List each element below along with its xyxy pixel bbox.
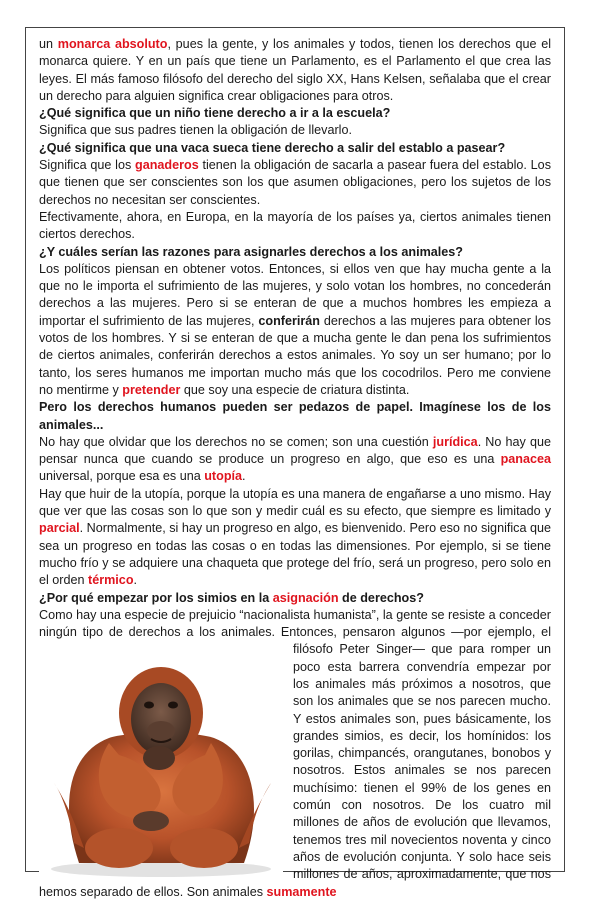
question-5 [39,590,551,607]
question-2: ¿Qué significa que una vaca sueca tiene derecho a salir del establo a pasear? [39,140,506,155]
paragraph-1 [39,36,551,105]
text-run: que soy una especie de criatura distinta. [180,382,410,397]
highlight-term: monarca absoluto [57,37,168,51]
text-run: Como hay una especie de prejuicio “nacionalista humanista”, la gente se resiste a conceder ningún tipo de derechos a los animales. Entonces, pensaron algunos —por [39,607,551,640]
text-run: tienen la obligación de sacarla a pasear fuera del establo. Los que tienen que ser conscientes son los que asumen obligaciones, pero los sujetos de los derechos no necesitan ser conscientes. [39,158,551,207]
text-run: . Normalmente, si hay un progreso en algo, es bienvenido. Pero eso no significa que sea un progreso en todas las cosas o en todas las dimensiones. Por ejemplo, si se tiene mucho frío y se adquiere una chaqueta que protege del frío, será un progreso, pero solo en el orden [39,521,551,588]
text-run: ¿Por qué empezar por los simios en la [39,590,273,605]
question-4: Pero los derechos humanos pueden ser pedazos de papel. Imagínese los de los animales... [39,400,551,432]
text-run: Significa que los [39,158,136,173]
answer-2b: Efectivamente, ahora, en Europa, en la mayoría de los países ya, ciertos animales tienen ciertos derechos. [39,209,551,242]
text-run: universal, porque esa es una [39,469,205,484]
text-run: derechos a las mujeres para obtener los votos de los hombres. Y si se enteran de que a mucha gente le dan pena los sufrimientos de ciertos animales, conferirán derechos a estos animales. Yo soy un ser humano; por lo tanto, los seres humanos me importan mucho más que los cocodrilos. Pero me conviene no mentirme y [39,313,551,397]
text-run: un [39,37,58,51]
text-run: . No hay que pensar nunca que cuando se produce un progreso en algo, que eso es una [39,434,551,467]
answer-2 [39,157,551,209]
answer-4 [39,434,551,486]
question-3: ¿Y cuáles serían las razones para asignarles derechos a los animales? [39,244,463,259]
highlight-term: pretender [122,382,181,397]
answer-5 [39,607,551,901]
highlight-term: térmico [88,573,134,588]
highlight-term: jurídica [432,434,478,449]
text-run: No hay que olvidar que los derechos no se comen; son una cuestión [39,434,433,449]
text-run: de derechos? [338,590,424,605]
highlight-term: sumamente [266,884,337,899]
highlight-term: ganaderos [135,158,199,173]
text-run: , pues la gente, y los animales y todos, tienen los derechos que el monarca quiere. Y en un país que tiene un Parlamento, es el Parlamento el que crea las leyes. El más famoso filósofo del derecho del siglo XX, Hans Kelsen, señalaba que el crear un derecho para alguien significa crear obligaciones para otros. [39,37,552,103]
highlight-term: utopía [204,469,243,484]
highlight-term: asignación [272,590,339,605]
orangutan-photo [39,643,283,879]
answer-3 [39,261,551,399]
answer-4b [39,486,551,590]
text-run: ejemplo, el filósofo Peter Singer— que para romper un poco esta barrera convendría empezar por los animales más próximos a nosotros, que son los animales que se nos parecen mucho. Y estos animales son, pues básicamente, los grandes simios, es decir, los homínidos: los gorilas, chimpancés, orangutanes, bonobos y nosotros. Estos animales se nos parecen muchísimo: tienen el 99% de los genes en común con nosotros. De los cuatro mil millones de años de evolución que llevamos, tenemos tres mil novecientos noventa y cinco años de evolución conjunta. Y solo hace seis millones de años, aproximadamente, que nos hemos separado de ellos. Son animales [39,625,551,899]
text-run: . [242,469,246,484]
highlight-term: panacea [500,452,551,467]
bold-term: conferirán [258,313,320,328]
answer-1: Significa que sus padres tienen la obligación de llevarlo. [39,123,352,138]
text-run: . [133,573,138,588]
highlight-term: parcial [39,521,80,536]
question-1: ¿Qué significa que un niño tiene derecho a ir a la escuela? [39,106,391,121]
text-run: Los políticos piensan en obtener votos. Entonces, si ellos ven que hay mucha gente a la que no le importa el sufrimiento de las mujeres, y solo votan los hombres, no concederán derechos a las mujeres. Pero si se enteran de que a muchos hombres les empieza a importar el sufrimiento de las mujeres, [39,261,551,328]
document-body [39,36,551,901]
text-run: Hay que huir de la utopía, porque la utopía es una manera de engañarse a uno mismo. Hay que ver que las cosas son lo que son y medir cuál es su efecto, que siempre es limitado y [39,486,551,519]
